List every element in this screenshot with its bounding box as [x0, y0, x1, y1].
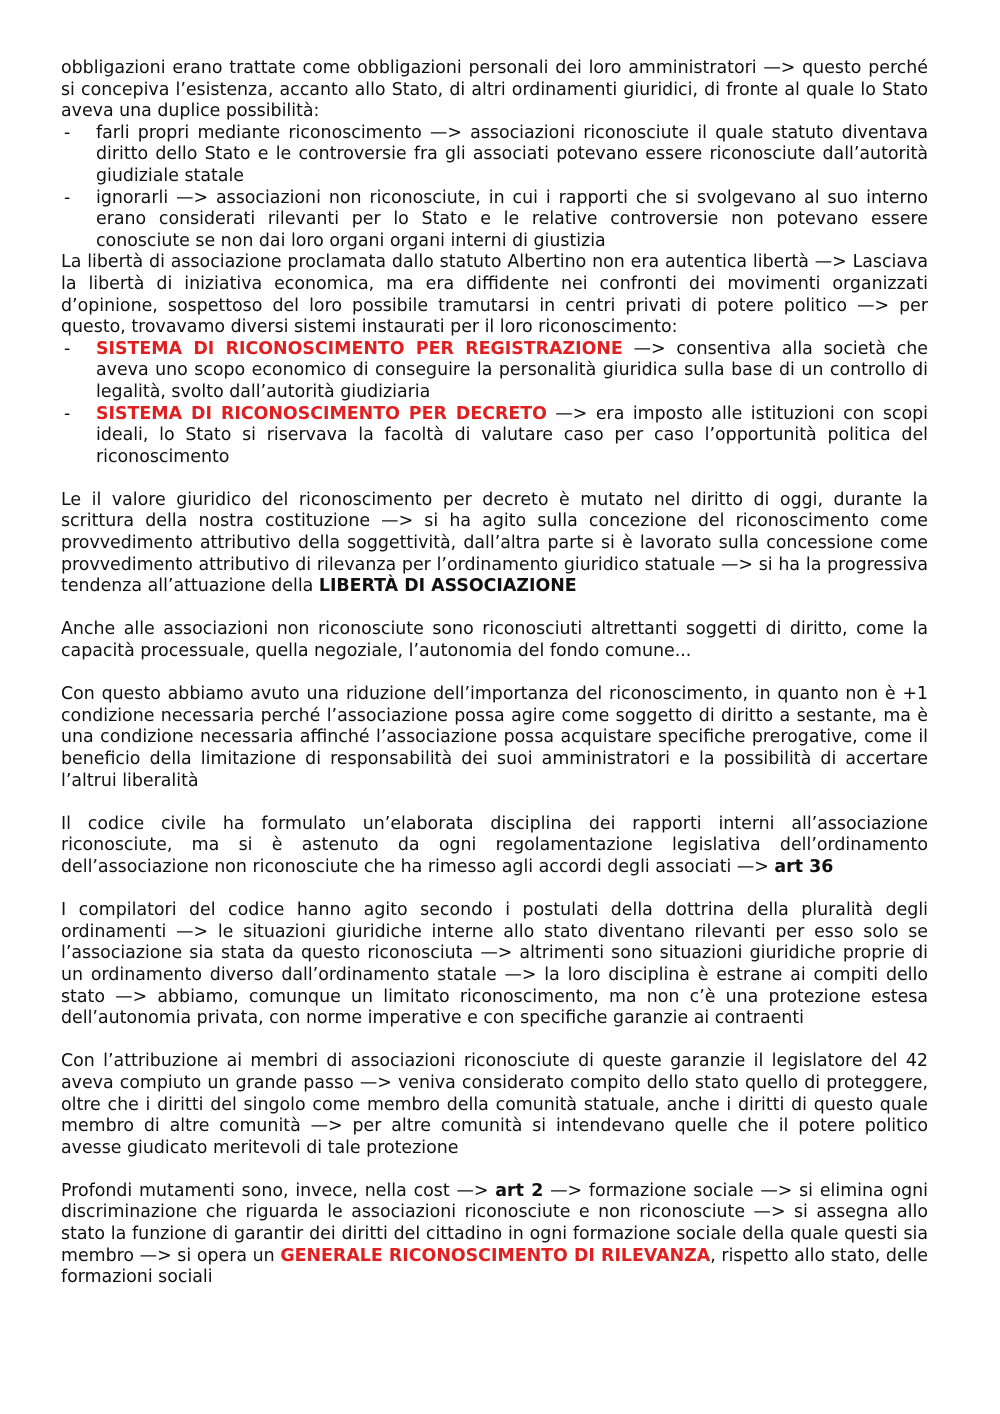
paragraph-codice-civile	[61, 814, 928, 879]
list-item-text: —> consentiva alla società che aveva uno scopo economico di conseguire la personalità giuridica sulla base di un controllo di legalità, svolto dall’autorità giudiziaria	[96, 338, 928, 402]
list-item	[61, 404, 928, 469]
paragraph-mutamenti	[61, 1181, 928, 1289]
paragraph-compilatori: I compilatori del codice hanno agito secondo i postulati della dottrina della pluralità degli ordinamenti —> le situazioni giuridiche interne allo stato diventano rilevanti per esso solo se l’associazione sia stata da questo riconosciuta —> altrimenti sono situazioni giuridiche proprie di un ordinamento diverso dall’ordinamento statale —> la loro disciplina è estrane ai compiti dello stato —> abbiamo, comunque un limitato riconoscimento, ma non c’è una protezione estesa dell’autonomia privata, con norme imperative e con specifiche garanzie ai contraenti	[61, 900, 928, 1029]
paragraph-valore-giuridico	[61, 490, 928, 598]
list-item-text: —> era imposto alle istituzioni con scopi ideali, lo Stato si riservava la facoltà di valutare caso per caso l’opportunità politica del riconoscimento	[96, 403, 928, 467]
paragraph-riduzione-importanza: Con questo abbiamo avuto una riduzione dell’importanza del riconoscimento, in quanto non è +1 condizione necessaria perché l’associazione possa agire come soggetto di diritto a sestante, ma è una condizione necessaria affinché l’associazione possa acquistare specifiche prerogative, come il beneficio della limitazione di responsabilità dei suoi amministratori e la possibilità di accertare l’altrui liberalità	[61, 684, 928, 791]
bold-liberta-associazione: LIBERTÀ DI ASSOCIAZIONE	[318, 576, 577, 597]
paragraph-text: —> formazione sociale —> si elimina ogni discriminazione che riguarda le associazioni riconosciute e non riconosciute —> si assegna allo stato la funzione di garantir dei diritti del cittadino in ogni formazione sociale della quale questi sia membro —> si opera un	[61, 1180, 928, 1266]
paragraph-text: Profondi mutamenti sono, invece, nella cost —>	[61, 1180, 496, 1201]
list-possibilita	[61, 123, 928, 253]
term-decreto: SISTEMA DI RICONOSCIMENTO PER DECRETO	[96, 403, 547, 424]
list-sistemi-riconoscimento	[61, 339, 928, 469]
paragraph-text: Il codice civile ha formulato un’elaborata disciplina dei rapporti interni all’associazione riconosciute, ma si è astenuto da ogni regolamentazione legislativa dell’ordinamento dell’associazione non riconosciute che ha rimesso agli accordi degli associati —>	[61, 813, 928, 877]
paragraph-obbligazioni: obbligazioni erano trattate come obbligazioni personali dei loro amministratori —> questo perché si concepiva l’esistenza, accanto allo Stato, di altri ordinamenti giuridici, di fronte al quale lo Stato aveva una duplice possibilità:	[61, 58, 928, 122]
list-item	[61, 339, 928, 404]
bold-art-36: art 36	[774, 856, 834, 877]
term-registrazione: SISTEMA DI RICONOSCIMENTO PER REGISTRAZIONE	[96, 338, 623, 359]
bold-art-2: art 2	[495, 1180, 544, 1201]
paragraph-attribuzione: Con l’attribuzione ai membri di associazioni riconosciute di queste garanzie il legislatore del 42 aveva compiuto un grande passo —> veniva considerato compito dello stato quello di proteggere, oltre che i diritti del singolo come membro della comunità statuale, anche i diritti di questo quale membro di altre comunità —> per altre comunità si intendevano quelle che il potere politico avesse giudicato meritevoli di tale protezione	[61, 1051, 928, 1158]
list-item: - farli propri mediante riconoscimento —> associazioni riconosciute il quale statuto diventava diritto dello Stato e le controversie fra gli associati potevano essere riconosciute dall’autorità giudiziale statale	[61, 123, 928, 188]
paragraph-liberta-associazione: La libertà di associazione proclamata dallo statuto Albertino non era autentica libertà —> Lasciava la libertà di iniziativa economica, ma era diffidente nei confronti dei movimenti organizzati d’opinione, sospettoso del loro possibile tramutarsi in centri privati di potere politico —> per questo, trovavamo diversi sistemi instaurati per il loro riconoscimento:	[61, 252, 928, 338]
list-item: - ignorarli —> associazioni non riconosciute, in cui i rapporti che si svolgevano al suo interno erano considerati rilevanti per lo Stato e le relative controversie non potevano essere conosciute se non dai loro organi organi interni di giustizia	[61, 188, 928, 253]
term-generale-riconoscimento: GENERALE RICONOSCIMENTO DI RILEVANZA	[280, 1245, 711, 1266]
paragraph-text: , rispetto allo stato, delle formazioni sociali	[61, 1245, 929, 1288]
paragraph-non-riconosciute: Anche alle associazioni non riconosciute sono riconosciuti altrettanti soggetti di diritto, come la capacità processuale, quella negoziale, l’autonomia del fondo comune...	[61, 619, 928, 662]
paragraph-text: Le il valore giuridico del riconoscimento per decreto è mutato nel diritto di oggi, durante la scrittura della nostra costituzione —> si ha agito sulla concezione del riconoscimento come provvedimento attributivo della soggettività, dall’altra parte si è lavorato sulla concessione come provvedimento attributivo di rilevanza per l’ordinamento giuridico statuale —> si ha la progressiva tendenza all’attuazione della	[61, 489, 928, 597]
